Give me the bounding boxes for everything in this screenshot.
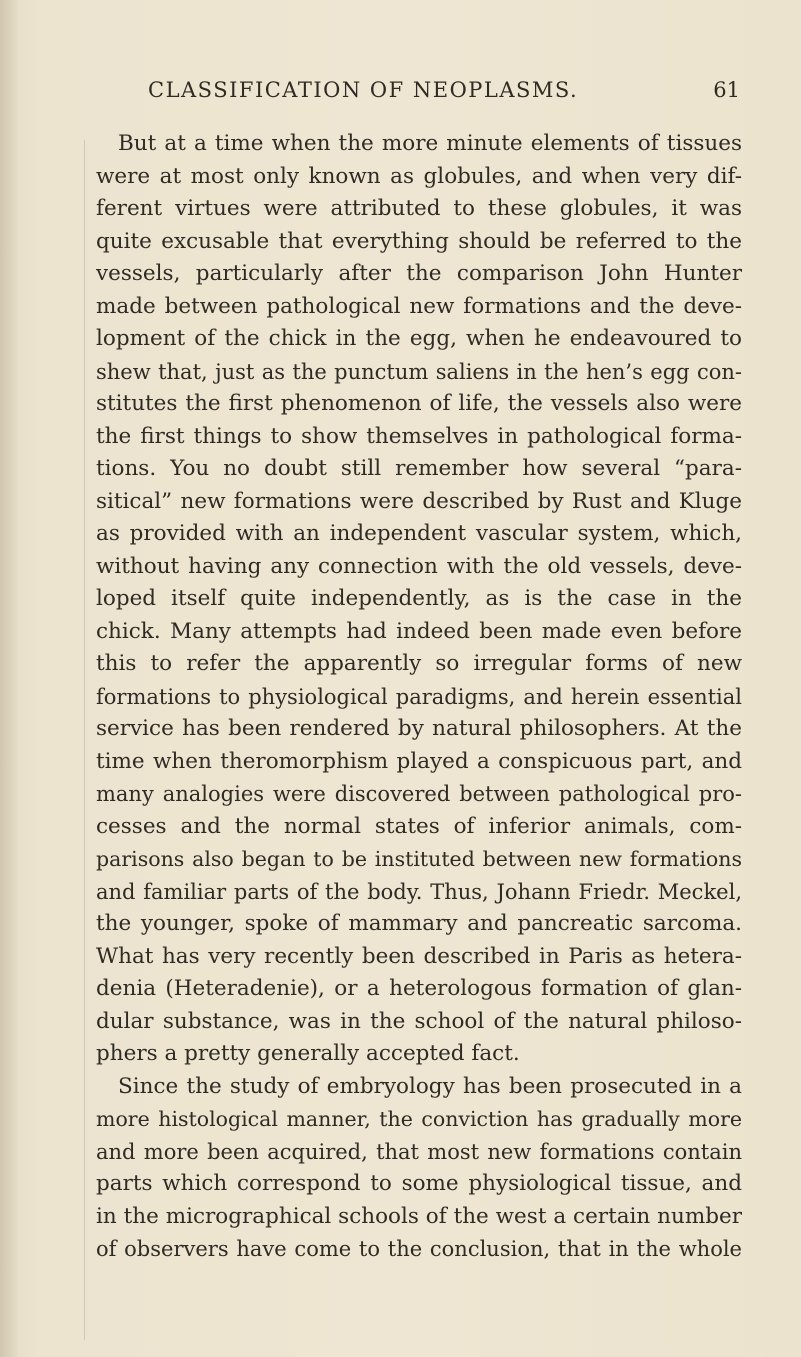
text-line: tions. You no doubt still remember how several “para- bbox=[96, 456, 742, 481]
paragraph-1 bbox=[96, 128, 742, 1071]
text-line: Since the study of embryology has been prosecuted in a bbox=[118, 1073, 742, 1099]
text-line: denia (Heteradenie), or a heterologous formation of glan- bbox=[96, 976, 742, 1001]
text-line: as provided with an independent vascular system, which, bbox=[96, 521, 742, 546]
text-line: sitical” new formations were described by Rust and Kluge bbox=[96, 488, 742, 514]
text-line: ferent virtues were attributed to these globules, it was bbox=[96, 196, 742, 221]
gutter-shadow bbox=[0, 0, 20, 1357]
text-line: without having any connection with the old vessels, deve- bbox=[96, 553, 742, 579]
text-line: quite excusable that everything should be referred to the bbox=[96, 228, 742, 254]
text-line: lopment of the chick in the egg, when he endeavoured to bbox=[96, 326, 742, 351]
text-line: time when theromorphism played a conspicuous part, and bbox=[96, 748, 742, 774]
text-line: in the micrographical schools of the west a certain number bbox=[96, 1203, 742, 1229]
text-line: loped itself quite independently, as is the case in the bbox=[96, 586, 742, 611]
text-line: made between pathological new formations and the deve- bbox=[96, 293, 742, 319]
text-line: cesses and the normal states of inferior animals, com- bbox=[96, 813, 742, 839]
margin-edge bbox=[84, 140, 95, 1340]
text-line: What has very recently been described in Paris as hetera- bbox=[96, 943, 742, 969]
text-line: the first things to show themselves in pathological forma- bbox=[96, 423, 742, 449]
running-head-title: CLASSIFICATION OF NEOPLASMS. bbox=[148, 78, 579, 102]
text-line: service has been rendered by natural philosophers. At the bbox=[96, 716, 742, 741]
text-line: and familiar parts of the body. Thus, Johann Friedr. Meckel, bbox=[96, 879, 742, 904]
text-line: this to refer the apparently so irregular forms of new bbox=[96, 651, 742, 676]
text-line: parts which correspond to some physiological tissue, and bbox=[96, 1171, 742, 1196]
body-text bbox=[96, 128, 742, 1266]
text-line: many analogies were discovered between pathological pro- bbox=[96, 782, 742, 806]
text-line: But at a time when the more minute elements of tissues bbox=[118, 131, 742, 156]
text-line: dular substance, was in the school of the natural philoso- bbox=[96, 1008, 742, 1034]
paragraph-2 bbox=[96, 1071, 742, 1266]
text-line: shew that, just as the punctum saliens in the hen’s egg con- bbox=[96, 359, 742, 384]
text-line: phers a pretty generally accepted fact. bbox=[96, 1041, 520, 1066]
text-line: stitutes the first phenomenon of life, the vessels also were bbox=[96, 391, 742, 416]
text-line: the younger, spoke of mammary and pancreatic sarcoma. bbox=[96, 911, 742, 936]
text-line: more histological manner, the conviction has gradually more bbox=[96, 1107, 742, 1131]
text-line: vessels, particularly after the comparison John Hunter bbox=[96, 261, 742, 286]
running-head bbox=[120, 78, 740, 108]
text-line: and more been acquired, that most new formations contain bbox=[96, 1139, 742, 1164]
text-line: formations to physiological paradigms, and herein essential bbox=[96, 684, 742, 709]
text-line: parisons also began to be instituted between new formations bbox=[96, 847, 742, 871]
page-number: 61 bbox=[713, 78, 740, 102]
text-line: of observers have come to the conclusion, that in the whole bbox=[96, 1237, 742, 1261]
text-line: chick. Many attempts had indeed been made even before bbox=[96, 618, 742, 644]
text-line: were at most only known as globules, and when very dif- bbox=[96, 163, 742, 189]
